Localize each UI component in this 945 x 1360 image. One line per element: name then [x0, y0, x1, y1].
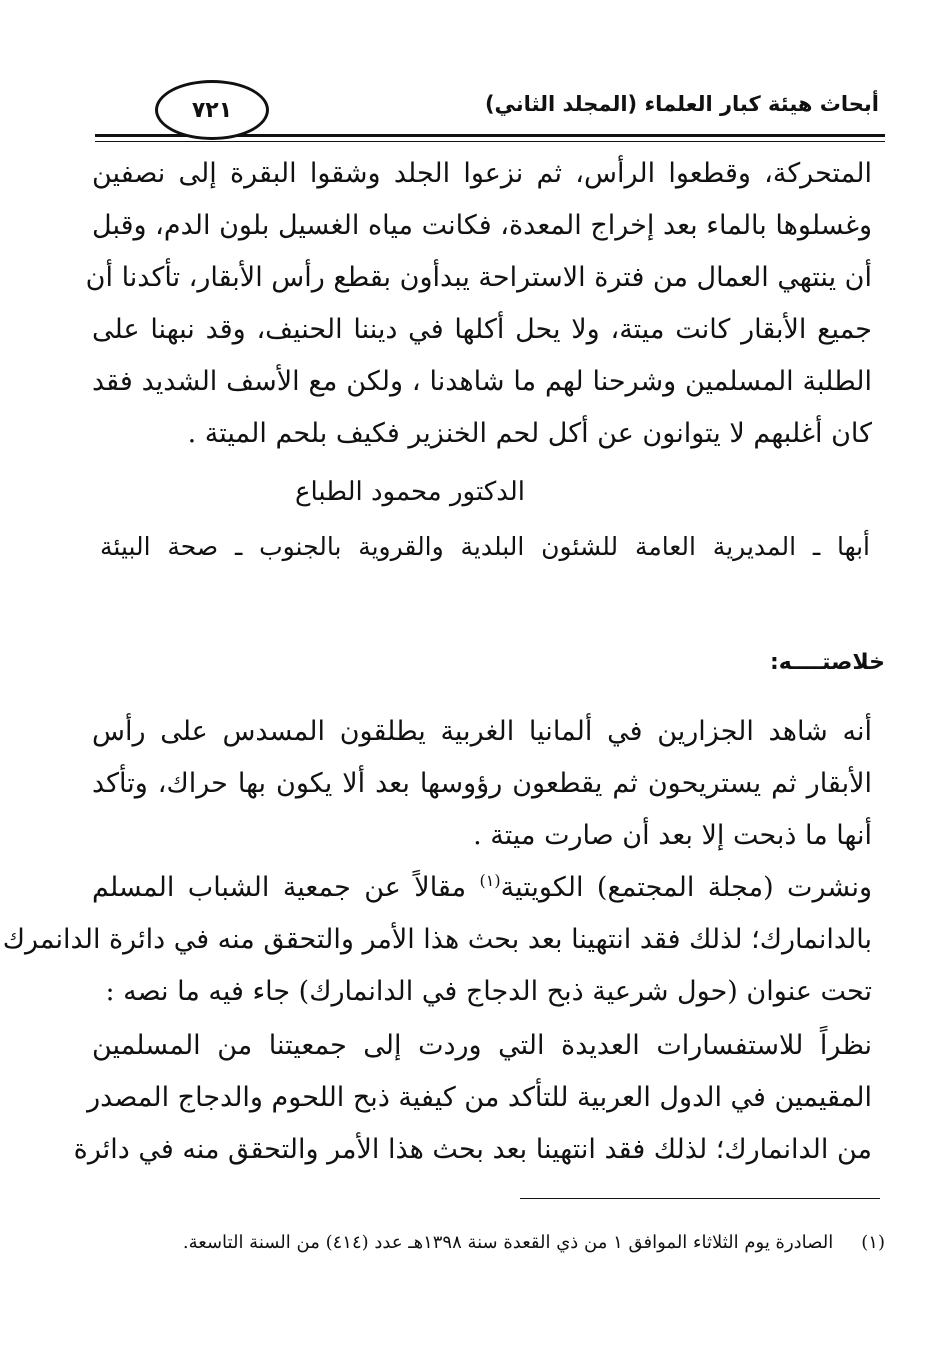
header-rule-thin — [95, 141, 885, 142]
text-line: أنها ما ذبحت إلا بعد أن صارت ميتة . — [473, 820, 872, 851]
text-segment: مقالاً عن جمعية الشباب المسلم — [92, 872, 480, 903]
affiliation: أبها ـ المديرية العامة للشئون البلدية والقروية بالجنوب ـ صحة البيئة — [100, 532, 870, 561]
footnote-rule — [520, 1198, 880, 1199]
summary-heading: خلاصتــــه: — [769, 650, 885, 675]
text-line: بالدانمارك؛ لذلك فقد انتهينا بعد بحث هذا الأمر والتحقق منه في دائرة الدانمرك — [2, 924, 872, 955]
paragraph-2 — [92, 706, 872, 862]
text-line: أنه شاهد الجزارين في ألمانيا الغربية يطلقون المسدس على رأس — [92, 716, 872, 747]
text-line — [92, 862, 872, 914]
footnote-number: (١) — [861, 1232, 885, 1253]
footnote-text: الصادرة يوم الثلاثاء الموافق ١ من ذي القعدة سنة ١٣٩٨هـ عدد (٤١٤) من السنة التاسعة. — [182, 1232, 834, 1253]
page-header — [95, 70, 885, 140]
text-line: من الدانمارك؛ لذلك فقد انتهينا بعد بحث هذا الأمر والتحقق منه في دائرة — [73, 1134, 872, 1165]
text-line: نظراً للاستفسارات العديدة التي وردت إلى جمعيتنا من المسلمين — [92, 1030, 872, 1061]
text-line: وغسلوها بالماء بعد إخراج المعدة، فكانت مياه الغسيل بلون الدم، وقبل — [92, 210, 872, 241]
signature: الدكتور محمود الطباع — [294, 477, 525, 507]
text-line: المقيمين في الدول العربية للتأكد من كيفية ذبح اللحوم والدجاج المصدر — [87, 1082, 872, 1113]
paragraph-3 — [2, 862, 873, 1018]
text-line: الأبقار ثم يستريحون ثم يقطعون رؤوسها بعد ألا يكون بها حراك، وتأكد — [92, 768, 872, 799]
paragraph-1 — [85, 148, 872, 460]
text-line: الطلبة المسلمين وشرحنا لهم ما شاهدنا ، ولكن مع الأسف الشديد فقد — [92, 366, 872, 397]
text-line: أن ينتهي العمال من فترة الاستراحة يبدأون بقطع رأس الأبقار، تأكدنا أن — [85, 262, 872, 293]
page-number: ٧٢١ — [155, 80, 269, 140]
text-line: جميع الأبقار كانت ميتة، ولا يحل أكلها في ديننا الحنيف، وقد نبهنا على — [92, 314, 872, 345]
footnote-ref: (١) — [479, 871, 501, 890]
text-segment: ونشرت (مجلة المجتمع) الكويتية — [500, 872, 873, 903]
paragraph-4 — [73, 1020, 872, 1176]
text-line: كان أغلبهم لا يتوانون عن أكل لحم الخنزير فكيف بلحم الميتة . — [187, 418, 872, 449]
running-title: أبحاث هيئة كبار العلماء (المجلد الثاني) — [484, 92, 879, 116]
text-line: المتحركة، وقطعوا الرأس، ثم نزعوا الجلد وشقوا البقرة إلى نصفين — [92, 158, 872, 189]
text-line: تحت عنوان (حول شرعية ذبح الدجاج في الدانمارك) جاء فيه ما نصه : — [105, 976, 872, 1007]
footnote — [183, 1232, 885, 1253]
